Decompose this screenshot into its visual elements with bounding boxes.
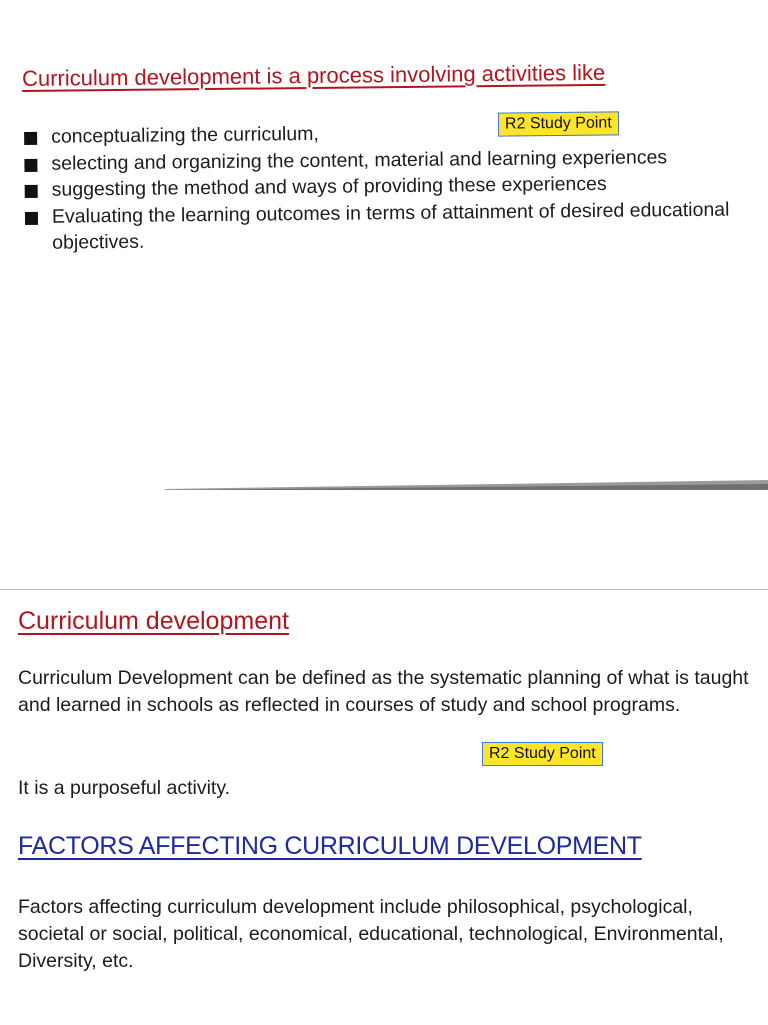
square-bullet-icon bbox=[25, 211, 38, 224]
watermark-badge: R2 Study Point bbox=[482, 742, 603, 766]
definition-paragraph: Curriculum Development can be defined as the systematic planning of what is taught and learned in schools as reflected in courses of study and school programs. bbox=[18, 667, 749, 716]
bottom-slide bbox=[0, 589, 768, 1025]
square-bullet-icon bbox=[25, 185, 38, 198]
list-item-text: selecting and organizing the content, material and learning experiences bbox=[51, 145, 668, 175]
list-item-text: conceptualizing the curriculum, bbox=[51, 122, 319, 148]
activities-list bbox=[22, 116, 743, 256]
slide-gap bbox=[0, 500, 768, 589]
list-item-text: suggesting the method and ways of providing these experiences bbox=[51, 172, 607, 201]
top-slide bbox=[0, 0, 768, 500]
slide-edge-shadow bbox=[165, 480, 768, 490]
purpose-paragraph: It is a purposeful activity. bbox=[18, 777, 231, 799]
square-bullet-icon bbox=[24, 158, 37, 171]
watermark-badge: R2 Study Point bbox=[498, 111, 619, 136]
list-item bbox=[23, 196, 744, 257]
square-bullet-icon bbox=[24, 132, 37, 145]
bottom-slide-title: Curriculum development bbox=[18, 607, 289, 635]
top-slide-title: Curriculum development is a process involving activities like bbox=[21, 59, 606, 91]
list-item-text: Evaluating the learning outcomes in terms of attainment of desired educational objectives. bbox=[51, 198, 730, 254]
factors-heading: FACTORS AFFECTING CURRICULUM DEVELOPMENT bbox=[18, 832, 642, 860]
factors-paragraph: Factors affecting curriculum development include philosophical, psychological, societal or social, political, economical, educational, technological, Environmental, Diversity, etc. bbox=[18, 896, 724, 972]
